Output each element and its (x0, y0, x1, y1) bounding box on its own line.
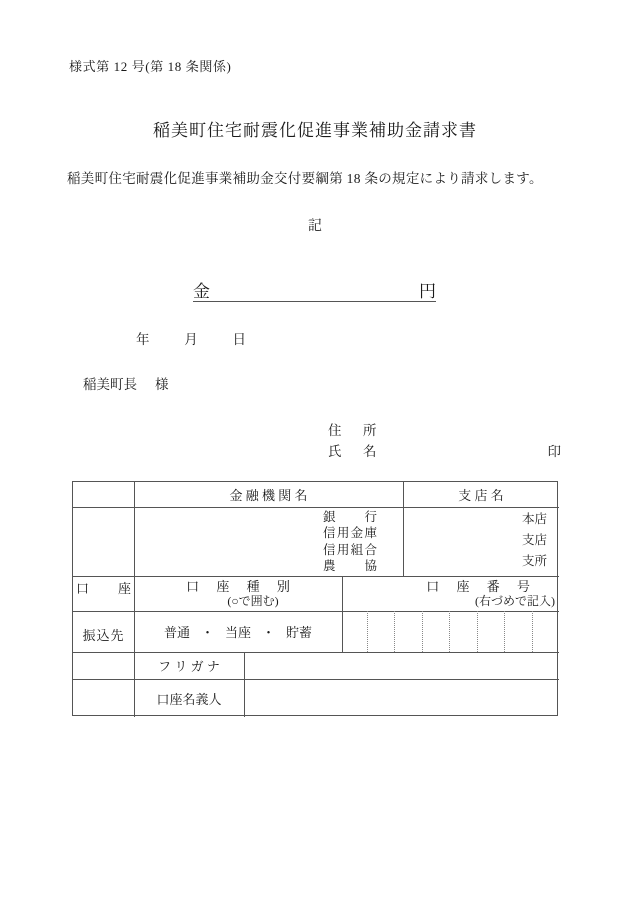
account-number-cells (342, 611, 559, 652)
account-number-cell[interactable] (368, 611, 395, 652)
addressee (83, 373, 169, 393)
option-separator: ・ (200, 625, 214, 640)
addressee-name: 稲美町長 (83, 377, 137, 392)
date-year-label: 年 (136, 332, 150, 347)
bank-type-option[interactable]: 農 協 (323, 559, 377, 573)
header-account-kind-text: 口 座 種 別 (186, 578, 297, 594)
applicant-address-label: 住 所 (328, 423, 381, 438)
date-day-label: 日 (232, 332, 246, 347)
bank-type-option[interactable]: 信用組合 (323, 542, 377, 557)
bank-type-option[interactable]: 信用金庫 (323, 526, 377, 540)
applicant-block (328, 419, 563, 461)
applicant-name-label: 氏 名 (328, 444, 381, 459)
seal-label: 印 (547, 444, 561, 459)
applicant-address-row (328, 419, 563, 440)
account-number-cell[interactable] (533, 611, 559, 652)
addressee-honorific: 様 (155, 377, 169, 392)
header-account-number-note: (右づめで記入) (475, 593, 555, 608)
account-number-cell[interactable] (423, 611, 450, 652)
form-number: 様式第 12 号(第 18 条関係) (69, 59, 232, 74)
input-furigana[interactable] (244, 652, 559, 679)
page-title: 稲美町住宅耐震化促進事業補助金請求書 (153, 121, 477, 140)
account-kind-option-chochiku[interactable]: 貯蓄 (286, 625, 313, 640)
date-line (136, 328, 246, 348)
intro-statement: 稲美町住宅耐震化促進事業補助金交付要綱第 18 条の規定により請求します。 (67, 171, 543, 186)
account-kind-option-toza[interactable]: 当座 (224, 625, 251, 640)
branch-type-options (403, 507, 559, 576)
account-number-cell-lead (342, 611, 368, 652)
header-account-kind-note: (○で囲む) (227, 593, 279, 608)
amount-field-row (193, 278, 436, 302)
bank-type-options (134, 507, 403, 576)
option-separator: ・ (262, 625, 276, 640)
account-kind-option-futsu[interactable]: 普通 (163, 625, 190, 640)
header-branch-name: 支 店 名 (458, 488, 504, 503)
account-number-cell[interactable] (450, 611, 477, 652)
bank-type-option[interactable]: 銀 行 (323, 509, 377, 524)
header-account-number (342, 576, 559, 611)
ki-mark: 記 (308, 219, 322, 234)
header-bank-name: 金 融 機 関 名 (229, 488, 308, 503)
header-account-kind (134, 576, 342, 611)
bank-account-table (72, 481, 558, 716)
account-kind-options (134, 611, 342, 652)
branch-type-option[interactable]: 支所 (521, 554, 547, 568)
applicant-name-row (328, 440, 563, 461)
branch-type-option[interactable]: 本店 (521, 512, 547, 526)
account-number-cell[interactable] (505, 611, 532, 652)
label-furigana: フ リ ガ ナ (158, 659, 220, 674)
branch-type-option[interactable]: 支店 (521, 533, 547, 547)
input-account-holder[interactable] (244, 679, 559, 717)
label-account-holder: 口座名義人 (156, 691, 222, 707)
header-account-number-text: 口 座 番 号 (426, 578, 537, 594)
amount-suffix-label: 円 (419, 282, 436, 301)
table-row-label-line1: 口 座 (76, 581, 140, 596)
table-row-label-line2: 振込先 (82, 628, 125, 643)
amount-prefix-label: 金 (193, 282, 210, 301)
account-number-cell[interactable] (478, 611, 505, 652)
date-month-label: 月 (184, 332, 198, 347)
table-row-label (73, 507, 140, 717)
account-number-cell[interactable] (395, 611, 422, 652)
